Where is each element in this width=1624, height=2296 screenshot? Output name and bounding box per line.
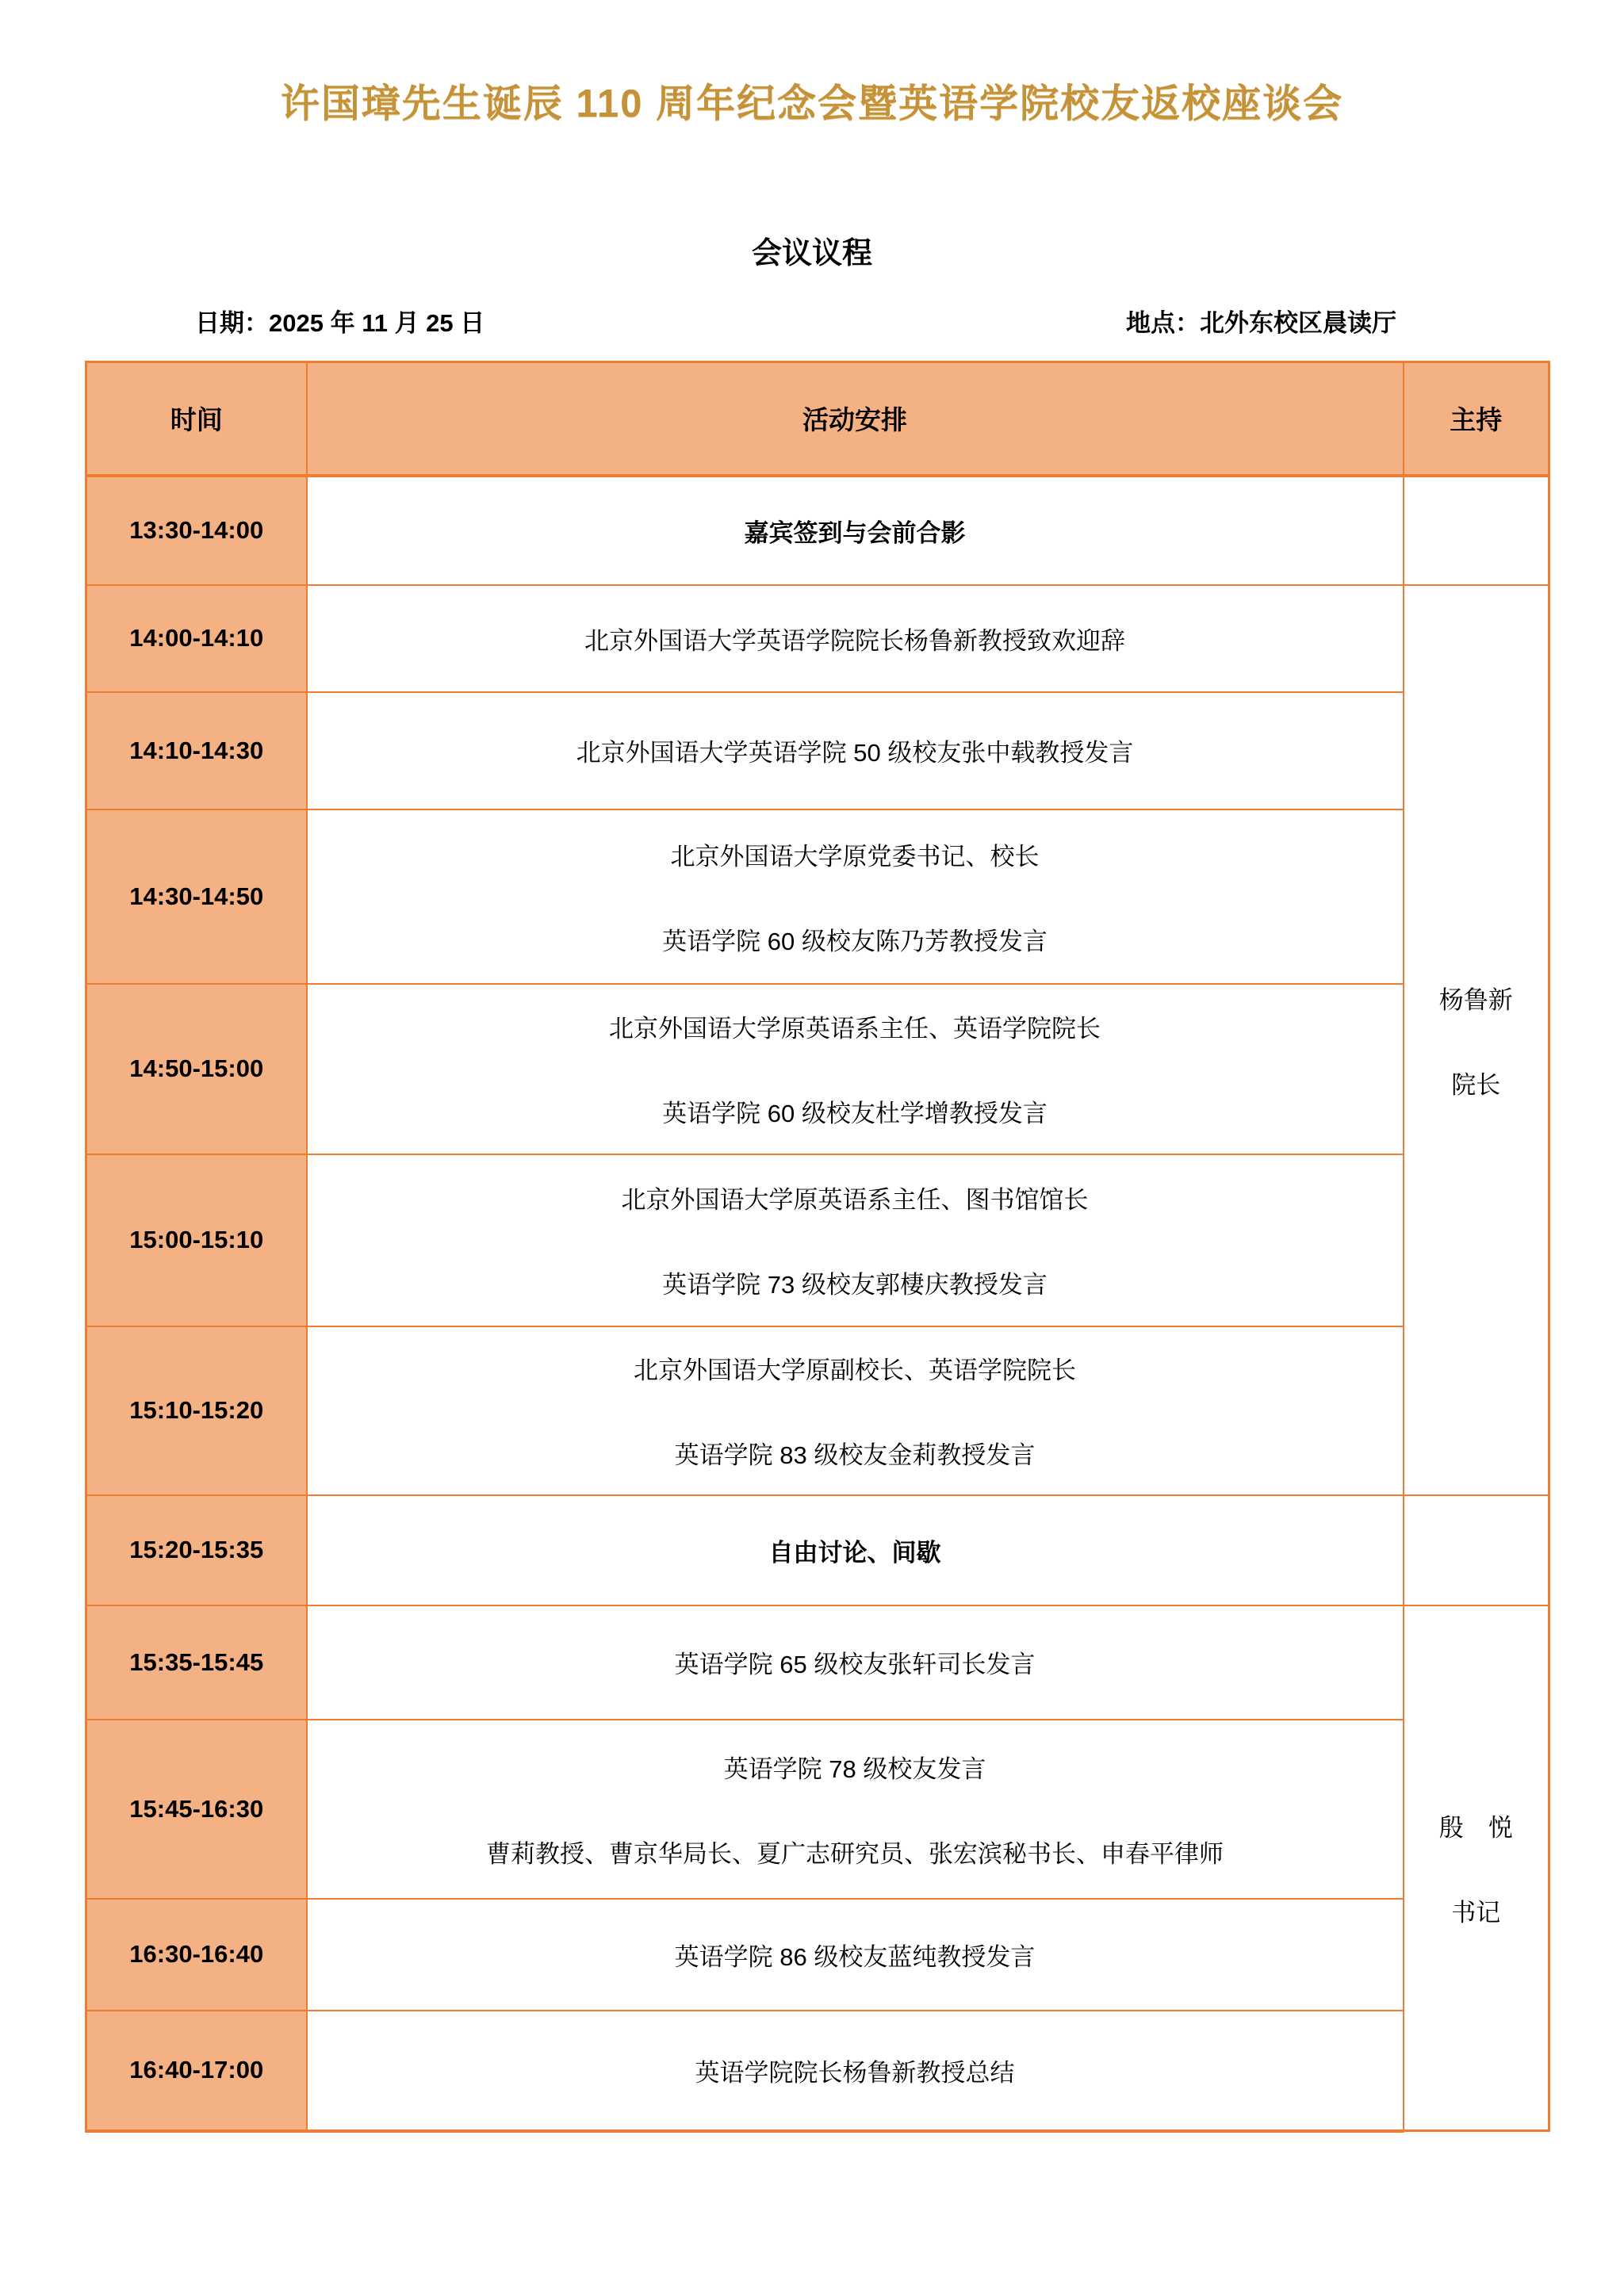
activity-line: 北京外国语大学原英语系主任、图书馆馆长: [621, 1186, 1089, 1214]
time-cell: 14:10-14:30: [86, 692, 307, 809]
table-row: [86, 1154, 1549, 1326]
date-label: 日期：2025 年 11 月 25 日: [195, 309, 485, 337]
table-row: [86, 1899, 1549, 2011]
host-name: 殷 悦: [1438, 1813, 1513, 1842]
activity-cell: [307, 1326, 1404, 1495]
activity-line: 英语学院 73 级校友郭棲庆教授发言: [662, 1271, 1048, 1299]
activity-cell: [307, 692, 1404, 809]
table-row: [86, 692, 1549, 809]
activity-line: 英语学院 86 级校友蓝纯教授发言: [674, 1942, 1036, 1971]
activity-line: 曹莉教授、曹京华局长、夏广志研究员、张宏滨秘书长、申春平律师: [486, 1839, 1224, 1868]
activity-line: 英语学院 83 级校友金莉教授发言: [674, 1441, 1036, 1469]
host-title: 书记: [1451, 1898, 1501, 1927]
table-row: [86, 585, 1549, 692]
activity-line: 北京外国语大学原党委书记、校长: [670, 842, 1040, 871]
activity-line: 英语学院 60 级校友陈乃芳教授发言: [662, 927, 1048, 955]
table-row: [86, 2011, 1549, 2131]
host-cell: [1404, 585, 1549, 1495]
activity-cell: [307, 984, 1404, 1154]
time-cell: 14:50-15:00: [86, 984, 307, 1154]
activity-cell: [307, 2011, 1404, 2131]
activity-line: 英语学院 65 级校友张轩司长发言: [674, 1651, 1036, 1678]
time-cell: 15:35-15:45: [86, 1605, 307, 1720]
activity-line: 英语学院 60 级校友杜学增教授发言: [662, 1100, 1048, 1127]
activity-line: 英语学院院长杨鲁新教授总结: [695, 2058, 1015, 2087]
agenda-table: [85, 361, 1550, 2133]
meta-row: [0, 303, 1624, 338]
table-header-row: [86, 362, 1549, 476]
activity-line: 北京外国语大学英语学院 50 级校友张中载教授发言: [576, 739, 1134, 767]
activity-line: 北京外国语大学原副校长、英语学院院长: [634, 1357, 1076, 1384]
table-row: [86, 476, 1549, 585]
host-name: 杨鲁新: [1438, 985, 1513, 1014]
time-cell: 15:45-16:30: [86, 1720, 307, 1899]
activity-line: 北京外国语大学英语学院院长杨鲁新教授致欢迎辞: [584, 626, 1125, 655]
activity-line: 嘉宾签到与会前合影: [744, 519, 966, 547]
activity-cell: [307, 585, 1404, 692]
header-cell-time: 时间: [86, 362, 307, 476]
time-cell: 16:40-17:00: [86, 2011, 307, 2131]
activity-cell: [307, 1720, 1404, 1899]
table-row: [86, 1326, 1549, 1495]
activity-line: 北京外国语大学原英语系主任、英语学院院长: [609, 1015, 1101, 1043]
activity-cell: [307, 1899, 1404, 2011]
header-cell-activity: 活动安排: [307, 362, 1404, 476]
time-cell: 15:00-15:10: [86, 1154, 307, 1326]
time-cell: 15:20-15:35: [86, 1495, 307, 1605]
event-title: 许国璋先生诞辰 110 周年纪念会暨英语学院校友返校座谈会: [280, 82, 1344, 125]
time-cell: 15:10-15:20: [86, 1326, 307, 1495]
activity-cell: [307, 1495, 1404, 1605]
time-cell: 13:30-14:00: [86, 476, 307, 585]
activity-cell: [307, 809, 1404, 984]
activity-line: 英语学院 78 级校友发言: [723, 1755, 986, 1783]
time-cell: 14:30-14:50: [86, 809, 307, 984]
location-label: 地点：北外东校区晨读厅: [1126, 309, 1396, 337]
activity-cell: [307, 1605, 1404, 1720]
table-row: [86, 984, 1549, 1154]
host-cell-empty: [1404, 1495, 1549, 1605]
header-cell-host: 主持: [1404, 362, 1549, 476]
host-title: 院长: [1451, 1070, 1501, 1099]
table-row: [86, 1605, 1549, 1720]
table-row: [86, 1720, 1549, 1899]
activity-cell: [307, 476, 1404, 585]
time-cell: 16:30-16:40: [86, 1899, 307, 2011]
table-row: [86, 1495, 1549, 1605]
table-row: [86, 809, 1549, 984]
time-cell: 14:00-14:10: [86, 585, 307, 692]
agenda-subtitle: 会议议程: [751, 237, 872, 270]
host-cell-empty: [1404, 476, 1549, 585]
activity-line: 自由讨论、间歇: [768, 1538, 941, 1567]
host-cell: [1404, 1605, 1549, 2131]
activity-cell: [307, 1154, 1404, 1326]
